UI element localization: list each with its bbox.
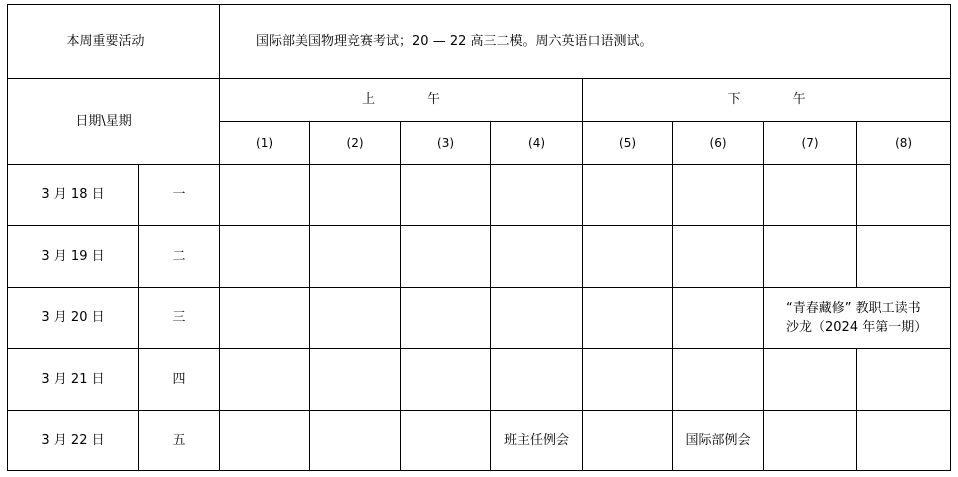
schedule-cell	[401, 411, 491, 471]
activity-text: 班主任例会	[504, 432, 570, 448]
day-row	[8, 165, 951, 226]
schedule-cell	[220, 165, 310, 226]
schedule-cell	[220, 411, 310, 471]
weekday-cell: 五	[139, 411, 220, 471]
period-header: (3)	[401, 122, 491, 165]
period-header: (8)	[857, 122, 951, 165]
period-header: (7)	[764, 122, 857, 165]
schedule-cell	[583, 165, 673, 226]
day-row	[8, 226, 951, 288]
period-header: (1)	[220, 122, 310, 165]
date-cell: 3 月 22 日	[8, 411, 139, 471]
schedule-cell	[491, 288, 583, 349]
schedule-cell	[491, 226, 583, 288]
schedule-cell	[673, 288, 764, 349]
schedule-cell	[401, 226, 491, 288]
schedule-cell	[310, 411, 401, 471]
date-cell: 3 月 21 日	[8, 349, 139, 411]
schedule-cell	[583, 349, 673, 411]
schedule-cell	[673, 349, 764, 411]
morning-header: 上 午	[220, 79, 583, 122]
key-activities-label: 本周重要活动	[8, 5, 220, 79]
schedule-cell	[491, 165, 583, 226]
schedule-cell	[491, 349, 583, 411]
schedule-cell	[673, 226, 764, 288]
day-row	[8, 349, 951, 411]
schedule-cell	[857, 349, 951, 411]
schedule-cell	[491, 411, 583, 471]
date-cell: 3 月 18 日	[8, 165, 139, 226]
key-activities-row	[8, 5, 951, 79]
schedule-cell	[310, 226, 401, 288]
schedule-cell	[310, 349, 401, 411]
schedule-cell	[310, 165, 401, 226]
period-header: (5)	[583, 122, 673, 165]
schedule-cell	[220, 288, 310, 349]
schedule-cell	[764, 226, 857, 288]
schedule-cell	[401, 288, 491, 349]
weekday-cell: 四	[139, 349, 220, 411]
schedule-cell	[310, 288, 401, 349]
schedule-cell	[857, 226, 951, 288]
schedule-cell	[764, 349, 857, 411]
key-activities-content: 国际部美国物理竞赛考试；20 — 22 高三二模。周六英语口语测试。	[220, 5, 951, 79]
schedule-cell	[583, 288, 673, 349]
schedule-cell	[764, 288, 951, 349]
half-day-header-row	[8, 79, 951, 122]
date-cell: 3 月 20 日	[8, 288, 139, 349]
schedule-cell	[401, 349, 491, 411]
activity-text-line: “青春藏修” 教职工读书	[786, 301, 921, 316]
weekly-schedule-table	[7, 4, 951, 471]
weekday-cell: 一	[139, 165, 220, 226]
date-weekday-header: 日期\星期	[8, 79, 220, 165]
activity-text: 国际部例会	[685, 432, 751, 448]
schedule-cell	[857, 411, 951, 471]
schedule-cell	[764, 411, 857, 471]
afternoon-header: 下 午	[583, 79, 951, 122]
activity-text-line: 沙龙（2024 年第一期）	[786, 320, 928, 335]
day-row	[8, 411, 951, 471]
period-header: (2)	[310, 122, 401, 165]
day-row	[8, 288, 951, 349]
weekday-cell: 二	[139, 226, 220, 288]
schedule-cell	[583, 226, 673, 288]
schedule-cell	[220, 349, 310, 411]
period-header: (6)	[673, 122, 764, 165]
schedule-cell	[857, 165, 951, 226]
schedule-cell	[673, 411, 764, 471]
schedule-cell	[401, 165, 491, 226]
schedule-cell	[220, 226, 310, 288]
schedule-cell	[583, 411, 673, 471]
schedule-cell	[764, 165, 857, 226]
schedule-cell	[673, 165, 764, 226]
period-header: (4)	[491, 122, 583, 165]
weekday-cell: 三	[139, 288, 220, 349]
date-cell: 3 月 19 日	[8, 226, 139, 288]
